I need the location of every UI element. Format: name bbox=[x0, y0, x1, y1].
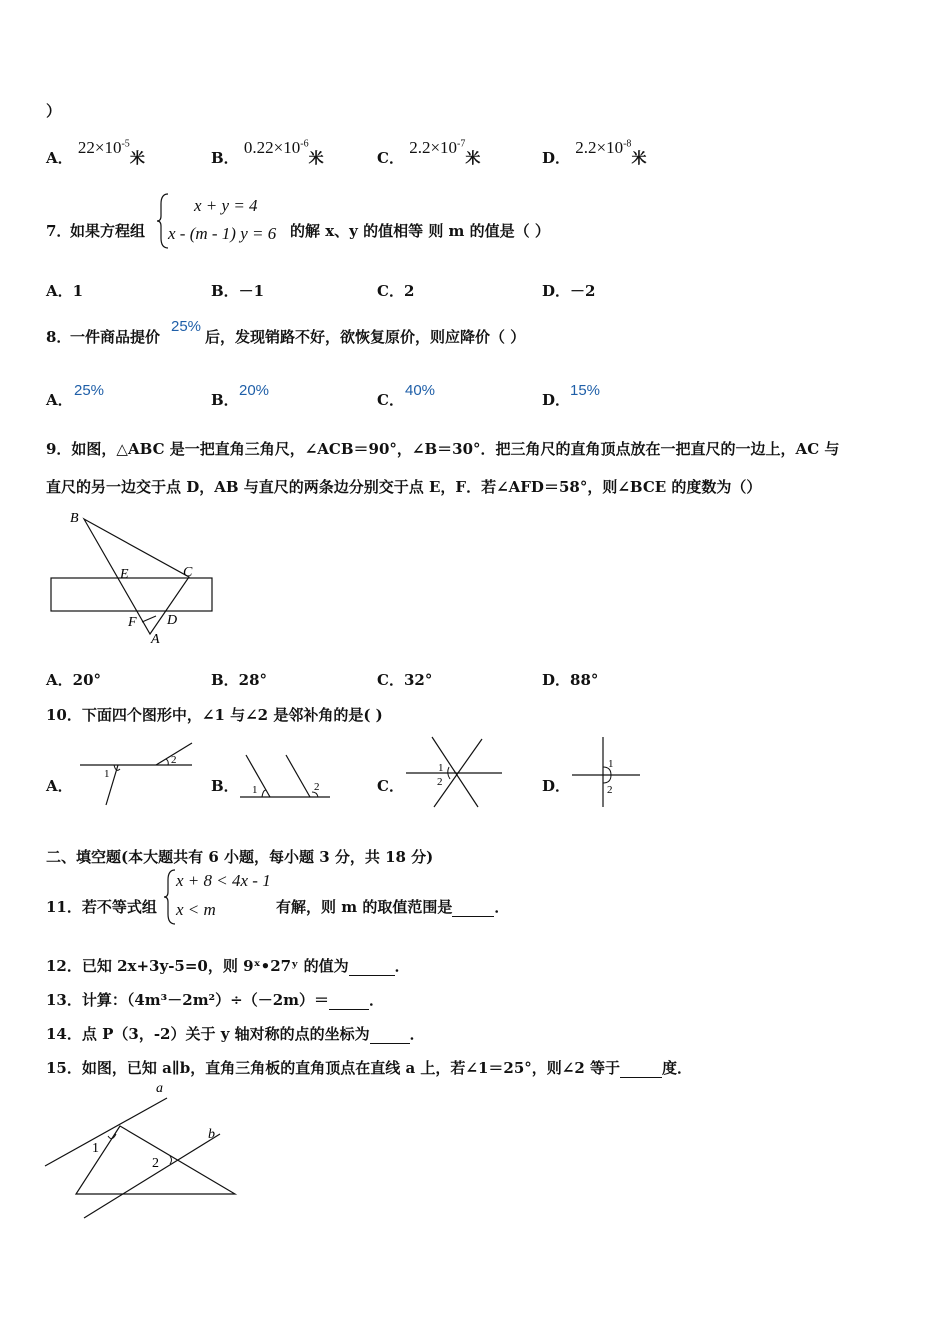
q8-percent: 25% bbox=[171, 318, 202, 335]
q15-label-a: a bbox=[156, 1081, 163, 1096]
q15-line-b bbox=[84, 1134, 220, 1218]
q9-angle-mark bbox=[142, 616, 156, 622]
q15-label-b: b bbox=[208, 1127, 215, 1142]
q8-option-c-label[interactable]: C． bbox=[377, 391, 404, 409]
q9-text-line-2: 直尺的另一边交于点 D，AB 与直尺的两条边分别交于点 E，F．若∠AFD＝58°，则∠BCE 的度数为（） bbox=[46, 478, 762, 496]
q10-option-a-label[interactable]: A． bbox=[46, 777, 73, 795]
q6-option-a[interactable]: A． $22\times 10^{-5}$米 bbox=[46, 138, 145, 167]
q15-line-a bbox=[45, 1098, 167, 1166]
q8-option-b-value: 20% bbox=[239, 382, 270, 399]
q8-option-a-value: 25% bbox=[74, 382, 105, 399]
q7-equation-2: x - (m - 1) y = 6 bbox=[168, 224, 277, 243]
q9-option-c[interactable]: C．32° bbox=[377, 671, 433, 689]
q9-option-d[interactable]: D．88° bbox=[542, 671, 599, 689]
q11-lead: 11．若不等式组 bbox=[46, 898, 157, 916]
q10-figure-a bbox=[76, 737, 196, 809]
q9-label-e: E bbox=[120, 567, 129, 582]
q10-option-c-label[interactable]: C． bbox=[377, 777, 404, 795]
q9-text-line-1: 9．如图，△ABC 是一把直角三角尺，∠ACB＝90°，∠B＝30°．把三角尺的直角顶点放在一把直尺的一边上，AC 与 bbox=[46, 440, 840, 458]
q15-figure bbox=[42, 1078, 247, 1223]
q11-tail: 有解，则 m 的取值范围是 ． bbox=[276, 898, 510, 916]
q11-brace bbox=[163, 868, 177, 926]
q7-option-d[interactable]: D．－2 bbox=[542, 282, 596, 300]
q11-inequality-2: x < m bbox=[176, 900, 216, 919]
q14-text: 14．点 P（3，-2）关于 y 轴对称的点的坐标为 ． bbox=[46, 1025, 425, 1043]
q10-option-d-label[interactable]: D． bbox=[542, 777, 571, 795]
q9-label-d: D bbox=[167, 613, 178, 628]
q10-b-angle-1: 1 bbox=[252, 784, 258, 796]
q9-option-b[interactable]: B．28° bbox=[211, 671, 268, 689]
q8-option-d-value: 15% bbox=[570, 382, 601, 399]
q12-text: 12．已知 2x+3y-5=0，则 9ˣ•27ʸ 的值为 ． bbox=[46, 957, 410, 975]
q13-answer-blank[interactable] bbox=[329, 991, 369, 1010]
q10-b-angle-2: 2 bbox=[314, 781, 320, 793]
q10-c-angle-1: 1 bbox=[438, 762, 444, 774]
q11-answer-blank[interactable] bbox=[452, 898, 494, 917]
q9-label-c: C bbox=[183, 565, 193, 580]
q10-figure-b bbox=[238, 752, 332, 800]
q10-figure-c bbox=[404, 735, 504, 809]
q8-number: 8． bbox=[46, 328, 72, 346]
section-2-heading: 二、填空题(本大题共有 6 小题，每小题 3 分，共 18 分) bbox=[46, 848, 434, 866]
q6-option-b[interactable]: B． $0.22\times 10^{-6}$米 bbox=[211, 138, 324, 167]
q10-option-b-label[interactable]: B． bbox=[211, 777, 239, 795]
q7-equation-1: x + y = 4 bbox=[194, 196, 258, 215]
q15-angle-2: 2 bbox=[152, 1156, 159, 1171]
q6-option-c[interactable]: C． $2.2\times 10^{-7}$米 bbox=[377, 138, 481, 167]
q10-text: 10．下面四个图形中，∠1 与∠2 是邻补角的是( ) bbox=[46, 706, 383, 724]
q9-label-f: F bbox=[128, 615, 137, 630]
q7-option-c[interactable]: C．2 bbox=[377, 282, 415, 300]
q15-answer-blank[interactable] bbox=[620, 1059, 662, 1078]
q10-a-angle-1: 1 bbox=[104, 768, 110, 780]
q10-figure-d bbox=[570, 735, 642, 809]
q9-figure bbox=[44, 506, 224, 651]
q13-text: 13．计算：（4m³－2m²）÷（－2m）＝ ． bbox=[46, 991, 385, 1009]
q7-number: 7． bbox=[46, 222, 72, 240]
q9-label-a: A bbox=[151, 632, 160, 647]
q12-answer-blank[interactable] bbox=[349, 957, 395, 976]
q10-c-angle-2: 2 bbox=[437, 776, 443, 788]
q8-tail: 后，发现销路不好，欲恢复原价，则应降价（ ） bbox=[205, 328, 526, 346]
q7-option-b[interactable]: B．－1 bbox=[211, 282, 265, 300]
q9-option-a[interactable]: A．20° bbox=[46, 671, 102, 689]
q10-d-angle-1: 1 bbox=[608, 758, 614, 770]
q7-lead: 如果方程组 bbox=[70, 222, 146, 240]
q8-option-b-label[interactable]: B． bbox=[211, 391, 239, 409]
q9-ruler bbox=[51, 578, 212, 611]
q11-inequality-1: x + 8 < 4x - 1 bbox=[176, 871, 271, 890]
q14-answer-blank[interactable] bbox=[370, 1025, 410, 1044]
q15-text: 15．如图，已知 a∥b，直角三角板的直角顶点在直线 a 上，若∠1＝25°，则∠2 等于 度． bbox=[46, 1059, 693, 1077]
q10-a-angle-2: 2 bbox=[171, 754, 177, 766]
q6-close-paren: ） bbox=[46, 102, 62, 120]
q8-option-a-label[interactable]: A． bbox=[46, 391, 73, 409]
q8-option-c-value: 40% bbox=[405, 382, 436, 399]
q8-option-d-label[interactable]: D． bbox=[542, 391, 571, 409]
q6-option-d[interactable]: D． $2.2\times 10^{-8}$米 bbox=[542, 138, 647, 167]
q7-option-a[interactable]: A．1 bbox=[46, 282, 84, 300]
q9-label-b: B bbox=[70, 511, 79, 526]
q15-angle-1: 1 bbox=[92, 1141, 99, 1156]
q10-d-angle-2: 2 bbox=[607, 784, 613, 796]
q7-tail: 的解 x、y 的值相等 则 m 的值是（ ） bbox=[290, 222, 550, 240]
q8-lead: 一件商品提价 bbox=[70, 328, 161, 346]
